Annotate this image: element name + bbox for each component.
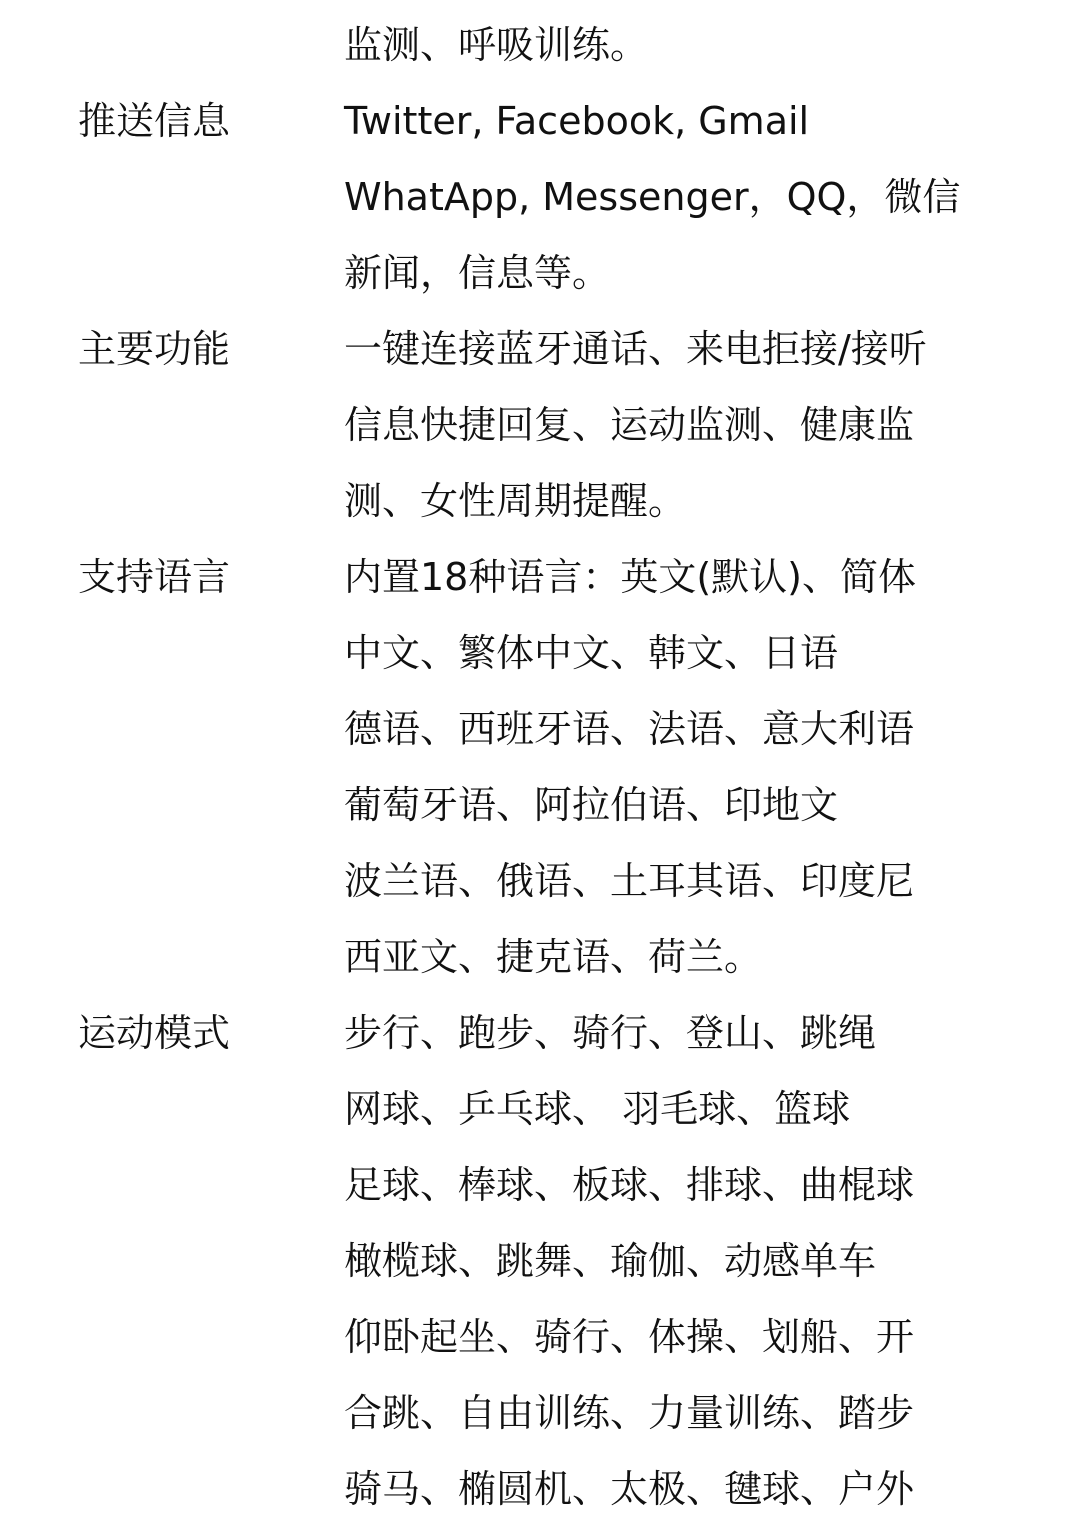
spec-value-line: Twitter, Facebook, Gmail xyxy=(344,99,810,143)
spec-label: 主要功能 xyxy=(78,327,231,371)
spec-row-sport-modes xyxy=(0,995,1080,1527)
spec-label: 支持语言 xyxy=(78,555,231,599)
spec-row-push-notifications xyxy=(0,83,1080,311)
spec-table xyxy=(0,7,1080,1527)
spec-value-line: 德语、西班牙语、法语、意大利语 xyxy=(344,707,915,751)
spec-value-line: 信息快捷回复、运动监测、健康监 xyxy=(344,403,915,447)
spec-label: 运动模式 xyxy=(78,1011,231,1055)
spec-label: 推送信息 xyxy=(78,99,231,143)
spec-value xyxy=(344,995,1034,1527)
spec-value-line: WhatApp, Messenger，QQ，微信 xyxy=(344,175,961,219)
spec-value-line: 仰卧起坐、骑行、体操、划船、开 xyxy=(344,1315,915,1359)
spec-value-line: 西亚文、捷克语、荷兰。 xyxy=(344,935,763,979)
spec-value-line: 网球、乒乓球、 羽毛球、篮球 xyxy=(344,1087,851,1131)
spec-value-line: 合跳、自由训练、力量训练、踏步 xyxy=(344,1391,915,1435)
spec-row-languages xyxy=(0,539,1080,995)
spec-value-line: 骑马、椭圆机、太极、毽球、户外 xyxy=(344,1467,915,1511)
spec-value-line: 中文、繁体中文、韩文、日语 xyxy=(344,631,839,675)
spec-value-line: 监测、呼吸训练。 xyxy=(344,23,649,67)
spec-row-continued xyxy=(0,7,1080,83)
spec-value-line: 新闻，信息等。 xyxy=(344,251,611,295)
spec-value-line: 测、女性周期提醒。 xyxy=(344,479,687,523)
spec-value-line: 一键连接蓝牙通话、来电拒接/接听 xyxy=(344,327,927,371)
spec-value-line: 足球、棒球、板球、排球、曲棍球 xyxy=(344,1163,915,1207)
spec-value xyxy=(344,311,1034,539)
spec-value-line: 内置18种语言：英文(默认)、简体 xyxy=(344,555,917,599)
spec-row-main-functions xyxy=(0,311,1080,539)
spec-value-line: 步行、跑步、骑行、登山、跳绳 xyxy=(344,1011,877,1055)
spec-value xyxy=(344,83,1034,311)
spec-value xyxy=(344,539,1034,995)
spec-value-line: 葡萄牙语、阿拉伯语、印地文 xyxy=(344,783,839,827)
spec-value-line: 橄榄球、跳舞、瑜伽、动感单车 xyxy=(344,1239,877,1283)
spec-value xyxy=(344,7,1034,83)
spec-value-line: 波兰语、俄语、土耳其语、印度尼 xyxy=(344,859,915,903)
